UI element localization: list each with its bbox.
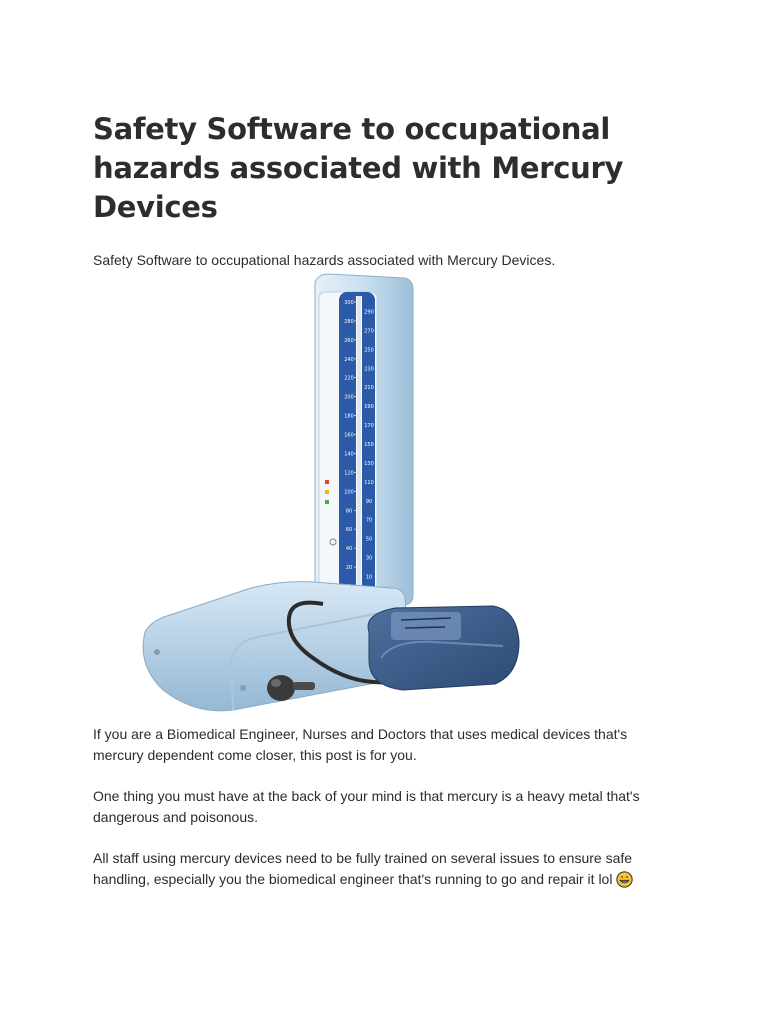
scale-tick-label: 270	[364, 328, 374, 335]
scale-tick-label: 290	[364, 309, 374, 316]
scale-tick-label: 240	[344, 356, 354, 363]
scale-tick-label: 100	[344, 489, 354, 496]
sphygmomanometer-image	[133, 270, 525, 722]
scale-tick-label: 130	[364, 460, 374, 467]
scale-tick-label: 40	[345, 546, 353, 553]
scale-tick-label: 10	[365, 574, 373, 581]
scale-tick-label: 150	[364, 442, 374, 448]
article-body	[93, 724, 668, 910]
paragraph-2: One thing you must have at the back of your mind is that mercury is a heavy metal that's dangerous and poisonous.	[93, 788, 640, 825]
scale-tick-label: 230	[364, 366, 374, 373]
scale-tick-label: 90	[365, 498, 373, 505]
scale-tick-label: 140	[344, 451, 354, 458]
article-header	[93, 110, 673, 270]
scale-tick-label: 30	[365, 555, 373, 562]
article-title: Safety Software to occupational hazards associated with Mercury Devices	[93, 112, 624, 224]
scale-tick-label: 20	[345, 565, 353, 572]
grinning-face-emoji-icon	[616, 871, 633, 888]
scale-tick-label: 110	[364, 479, 374, 486]
scale-tick-label: 70	[365, 517, 373, 524]
scale-tick-label: 190	[364, 404, 374, 411]
scale-tick-label: 80	[345, 508, 353, 515]
scale-tick-label: 180	[344, 413, 354, 420]
scale-tick-label: 250	[364, 347, 374, 354]
paragraph-3-text: All staff using mercury devices need to be fully trained on several issues to ensure safe handling, especially you the biomedical engineer that's running to go and repair it lol	[93, 850, 633, 887]
blood-pressure-cuff	[368, 606, 519, 690]
scale-tick-label: 280	[344, 318, 354, 325]
scale-tick-label: 300	[344, 300, 354, 306]
article-image	[133, 270, 525, 722]
article-subtitle: Safety Software to occupational hazards associated with Mercury Devices.	[93, 252, 556, 268]
paragraph-1: If you are a Biomedical Engineer, Nurses and Doctors that uses medical devices that's mercury dependent come closer, this post is for you.	[93, 726, 628, 763]
scale-tick-label: 170	[364, 423, 374, 430]
scale-tick-label: 160	[344, 432, 354, 439]
scale-tick-label: 220	[344, 375, 354, 382]
upright-case	[315, 274, 413, 605]
scale-tick-label: 60	[345, 527, 353, 534]
scale-tick-label: 200	[344, 394, 354, 401]
paragraph-3	[93, 848, 668, 890]
scale-tick-label: 50	[365, 536, 373, 543]
scale-tick-label: 210	[364, 385, 374, 392]
scale-tick-label: 120	[344, 470, 354, 477]
scale-tick-label: 260	[344, 337, 354, 344]
